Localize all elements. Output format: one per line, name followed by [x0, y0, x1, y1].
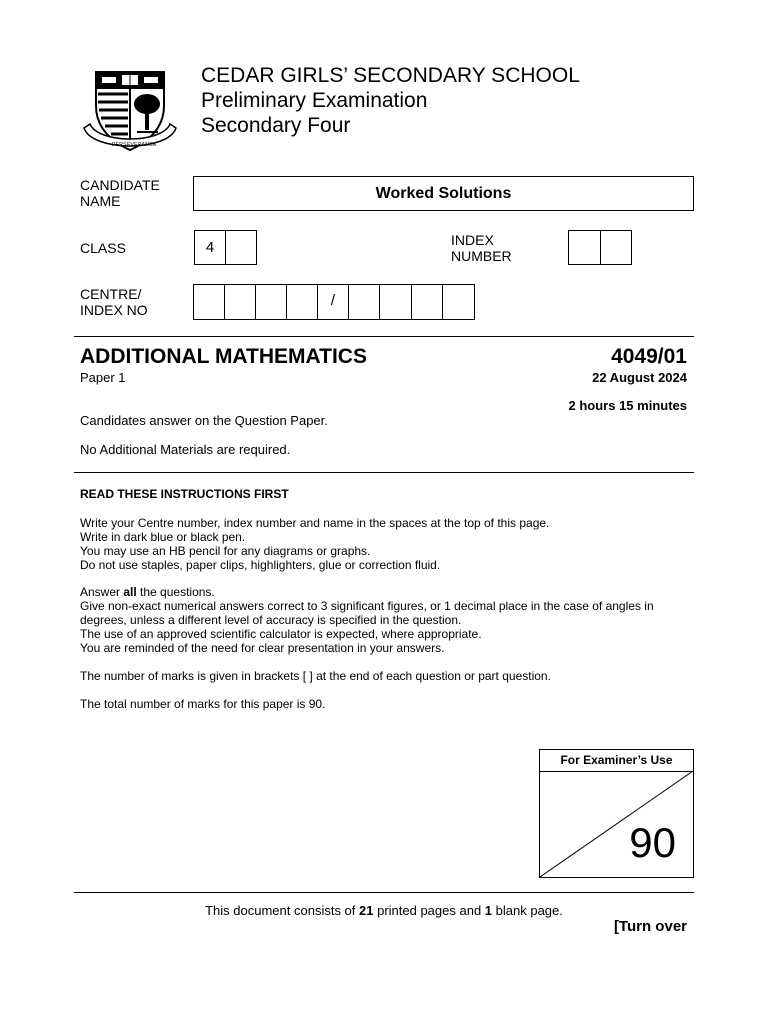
index-number-field[interactable] [568, 230, 632, 265]
exam-name: Preliminary Examination [201, 89, 428, 112]
index-number-label: INDEX NUMBER [451, 232, 512, 264]
centre-cell [225, 285, 256, 319]
centre-cell [287, 285, 318, 319]
exam-date: 22 August 2024 [592, 370, 687, 385]
centre-index-label: CENTRE/ INDEX NO [80, 286, 148, 318]
turn-over: [Turn over [613, 918, 687, 935]
materials-note: No Additional Materials are required. [80, 442, 291, 457]
index-cell [380, 285, 412, 319]
exam-level: Secondary Four [201, 114, 351, 137]
total-marks: 90 [629, 819, 676, 866]
school-name: CEDAR GIRLS’ SECONDARY SCHOOL [201, 64, 580, 87]
crest-motto: PERSEVERANCE [112, 142, 157, 148]
paper-code: 4049/01 [611, 345, 687, 368]
class-cell [226, 231, 257, 264]
divider [74, 472, 694, 473]
school-crest [82, 66, 178, 158]
exam-duration: 2 hours 15 minutes [568, 398, 687, 413]
instructions-block-2: Answer all the questions. Give non-exact numerical answers correct to 3 significant figures, or 1 decimal place in the case of angles in degrees, unless a different level of accuracy is specified in the question. The use of an approved scientific calculator is expected, where appropriate. You are reminded of the need for clear presentation in your answers. [80, 585, 692, 655]
total-marks-note: The total number of marks for this paper is 90. [80, 697, 326, 711]
page-count-note: This document consists of 21 printed pages and 1 blank page. [205, 903, 563, 918]
centre-index-field[interactable] [193, 284, 475, 320]
divider [74, 336, 694, 337]
candidate-name-field[interactable] [193, 176, 694, 211]
answer-note: Candidates answer on the Question Paper. [80, 413, 328, 428]
index-cell [412, 285, 443, 319]
class-field[interactable] [194, 230, 257, 265]
examiner-use-box [539, 749, 694, 878]
class-cell: 4 [195, 231, 226, 264]
marks-note: The number of marks is given in brackets [ ] at the end of each question or part question. [80, 669, 551, 683]
divider [74, 892, 694, 893]
centre-cell [194, 285, 225, 319]
index-cell [443, 285, 474, 319]
index-cell [601, 231, 632, 264]
subject-title: ADDITIONAL MATHEMATICS [80, 345, 367, 368]
answer-all-line: Answer all the questions. [80, 585, 215, 599]
paper-number: Paper 1 [80, 370, 126, 385]
centre-cell [256, 285, 287, 319]
instructions-heading: READ THESE INSTRUCTIONS FIRST [80, 487, 289, 501]
centre-separator: / [318, 285, 349, 319]
candidate-name-value: Worked Solutions [375, 185, 512, 202]
examiner-use-heading: For Examiner’s Use [540, 750, 693, 772]
instructions-block-1: Write your Centre number, index number and name in the spaces at the top of this page. Write in dark blue or black pen. You may use an HB pencil for any diagrams or graphs. Do not use staples, paper clips, highlighters, glue or correction fluid. [80, 516, 550, 572]
index-cell [569, 231, 601, 264]
candidate-name-label: CANDIDATE NAME [80, 177, 160, 209]
school-header [201, 63, 580, 138]
index-cell [349, 285, 380, 319]
class-label: CLASS [80, 240, 126, 256]
